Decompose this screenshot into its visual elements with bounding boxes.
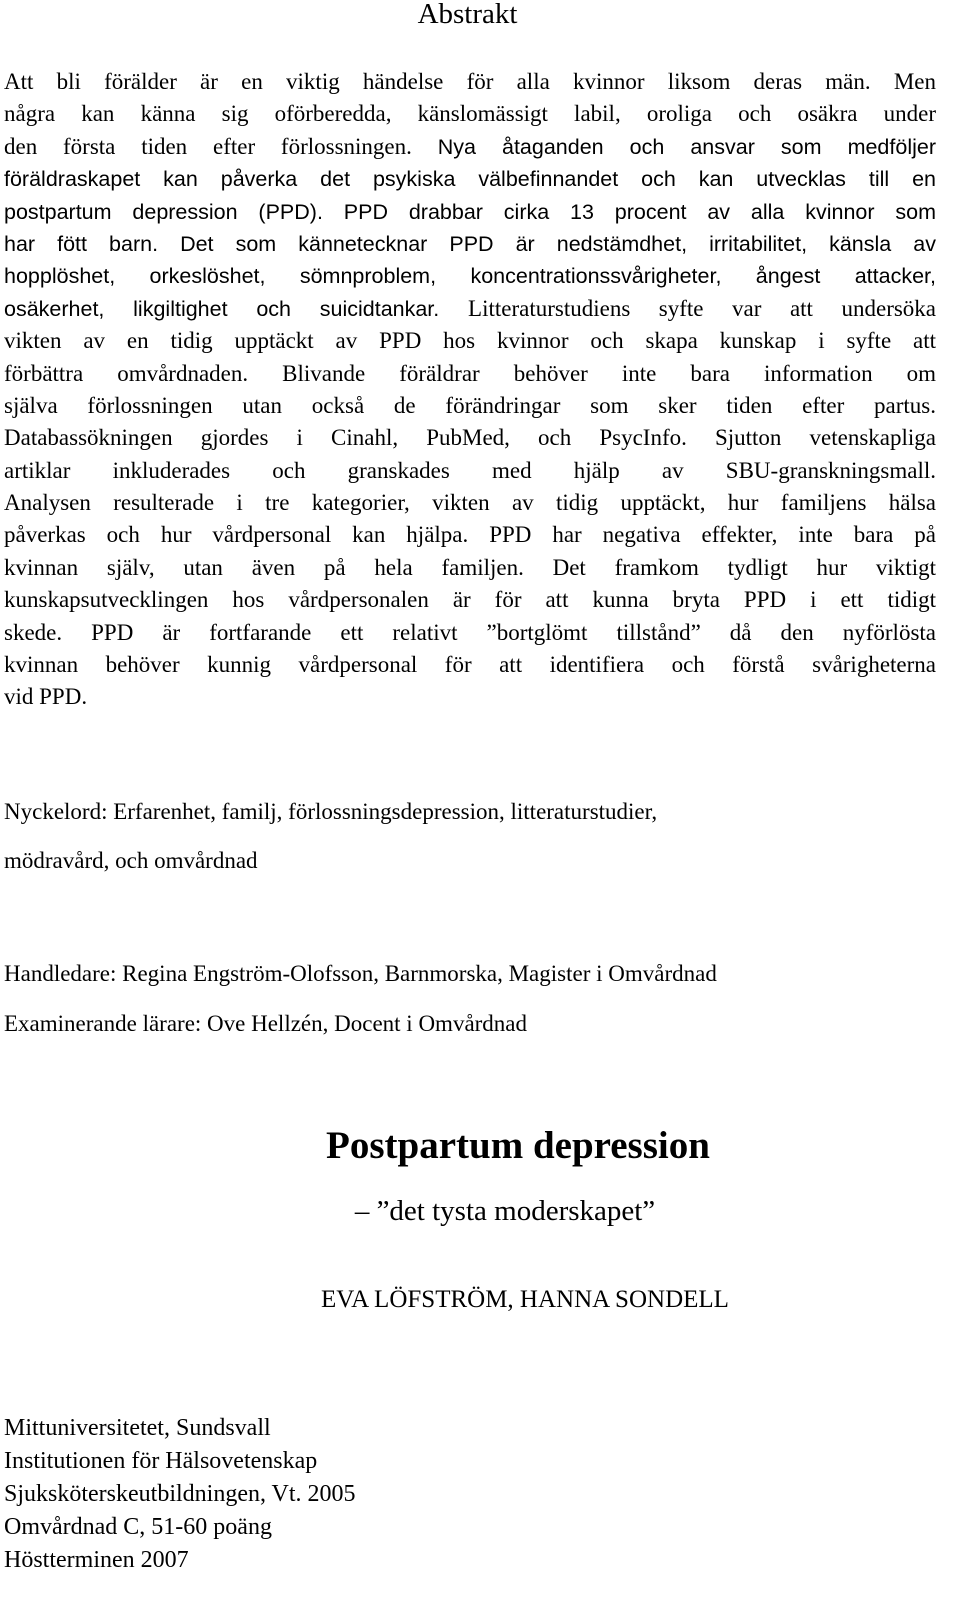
abstract-text-segment: påverkas och hur vårdpersonal kan hjälpa. PPD har negativa effekter, inte bara på [4,522,936,548]
supervisor-line: Handledare: Regina Engström-Olofsson, Barnmorska, Magister i Omvårdnad [4,961,717,986]
keywords-line-1: Nyckelord: Erfarenhet, familj, förlossningsdepression, litteraturstudier, [4,799,658,824]
abstract-text-segment: skede. PPD är fortfarande ett relativt ”bortglömt tillstånd” då den nyförlösta [4,619,936,645]
abstract-line [4,519,936,551]
abstract-line [4,358,936,390]
abstract-text-segment: osäkerhet, likgiltighet och suicidtankar. [4,296,469,321]
thesis-title: Postpartum depression [326,1124,710,1167]
abstract-line [4,66,936,98]
abstract-text-segment: Nya åtaganden och ansvar som medföljer [437,134,936,159]
thesis-subtitle: – ”det tysta moderskapet” [354,1195,656,1227]
abstract-line [4,455,936,487]
institution-line-department: Institutionen för Hälsovetenskap [4,1448,318,1474]
abstract-text-segment: vid PPD. [4,684,88,710]
institution-line-term: Höstterminen 2007 [4,1547,189,1573]
abstract-text-segment: föräldraskapet kan påverka det psykiska välbefinnandet och kan utvecklas till en [4,167,936,192]
abstract-line [4,163,936,195]
abstract-line [4,260,936,292]
abstract-line [4,293,936,325]
abstract-line [4,552,936,584]
abstract-text-segment: några kan känna sig oförberedda, känslomässigt labil, oroliga och osäkra under [4,101,936,127]
abstract-heading: Abstrakt [417,0,518,30]
abstract-line [4,681,936,713]
abstract-text-segment: kunskapsutvecklingen hos vårdpersonalen är för att kunna bryta PPD i ett tidigt [4,587,936,613]
abstract-text-segment: Databassökningen gjordes i Cinahl, PubMed, och PsycInfo. Sjutton vetenskapliga [4,425,936,451]
abstract-text-segment: Det som kännetecknar PPD är nedstämdhet, irritabilitet, känsla av [180,231,936,256]
abstract-line [4,584,936,616]
abstract-text-segment: den första tiden efter förlossningen. [4,133,438,159]
abstract-line [4,422,936,454]
keywords-line-2: mödravård, och omvårdnad [4,848,258,873]
authors: EVA LÖFSTRÖM, HANNA SONDELL [321,1286,729,1313]
institution-line-university: Mittuniversitetet, Sundsvall [4,1415,271,1441]
abstract-line [4,98,936,130]
abstract-body [4,66,936,714]
abstract-line [4,228,936,260]
abstract-line [4,617,936,649]
abstract-text-segment: har fött barn. [4,231,181,256]
institution-line-course: Omvårdnad C, 51-60 poäng [4,1514,272,1540]
abstract-text-segment: postpartum depression (PPD). PPD drabbar cirka 13 procent av alla kvinnor som [4,199,936,224]
examiner-line: Examinerande lärare: Ove Hellzén, Docent i Omvårdnad [4,1011,528,1036]
abstract-text-segment: artiklar inkluderades och granskades med hjälp av SBU-granskningsmall. [4,457,936,483]
abstract-text-segment: själva förlossningen utan också de förändringar som sker tiden efter partus. [4,392,936,418]
abstract-line [4,649,936,681]
abstract-line [4,487,936,519]
abstract-text-segment: förbättra omvårdnaden. Blivande föräldrar behöver inte bara information om [4,360,936,386]
abstract-text-segment: Litteraturstudiens syfte var att undersöka [468,295,937,321]
abstract-text-segment: kvinnan själv, utan även på hela familjen. Det framkom tydligt hur viktigt [4,554,936,580]
abstract-text-segment: Att bli förälder är en viktig händelse för alla kvinnor liksom deras män. Men [4,69,936,94]
abstract-text-segment: hopplöshet, orkeslöshet, sömnproblem, koncentrationssvårigheter, ångest attacker, [4,264,936,289]
abstract-line [4,131,936,163]
abstract-text-segment: Analysen resulterade i tre kategorier, vikten av tidig upptäckt, hur familjens hälsa [4,490,936,516]
abstract-line [4,390,936,422]
abstract-text-segment: vikten av en tidig upptäckt av PPD hos kvinnor och skapa kunskap i syfte att [4,328,936,354]
institution-line-program: Sjuksköterskeutbildningen, Vt. 2005 [4,1481,356,1507]
abstract-line [4,196,936,228]
abstract-text-segment: kvinnan behöver kunnig vårdpersonal för att identifiera och förstå svårigheterna [4,652,936,678]
abstract-line [4,325,936,357]
